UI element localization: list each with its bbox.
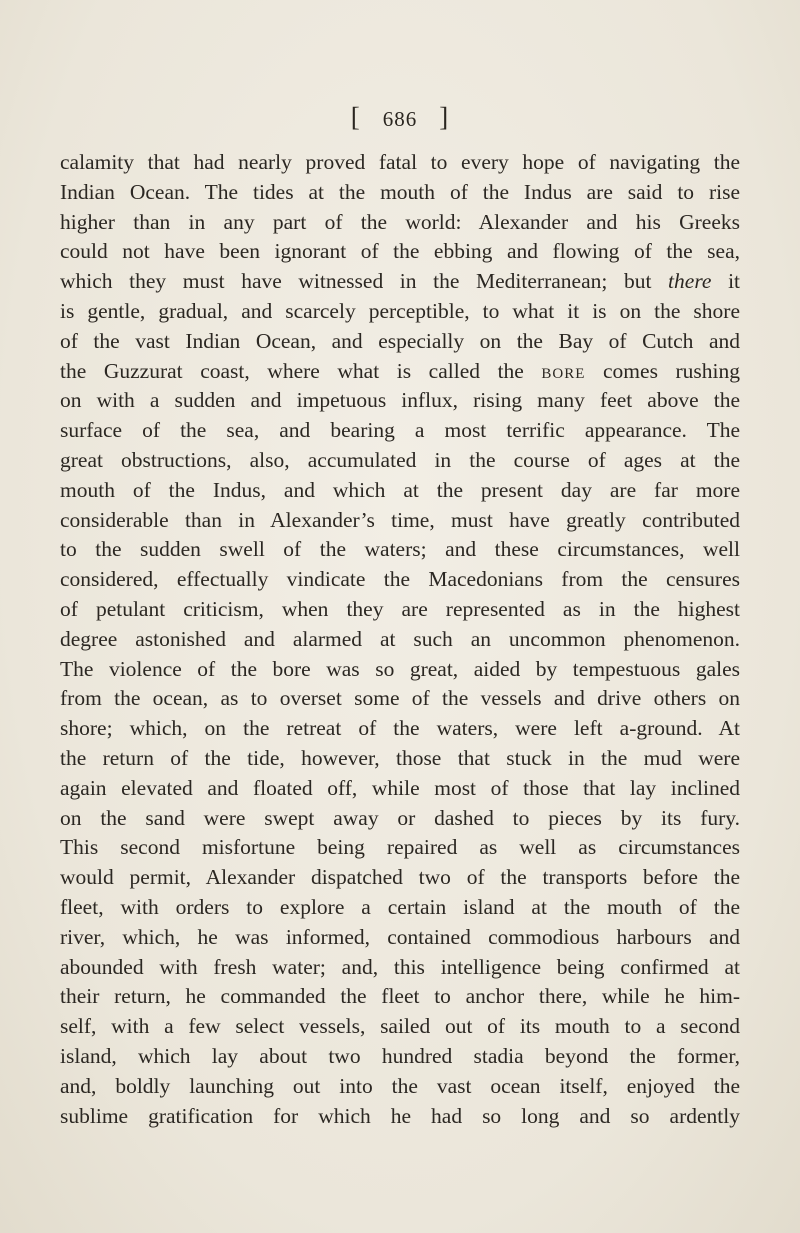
text-line-32: and, boldly launching out into the vast ocean itself, enjoyed the xyxy=(60,1073,740,1098)
text-line-29: their return, he commanded the fleet to anchor there, while he him- xyxy=(60,984,740,1009)
text-line-8-end: comes rushing xyxy=(603,358,741,383)
text-line-28: abounded with fresh water; and, this intelligence being confirmed at xyxy=(60,954,740,979)
text-line-12: mouth of the Indus, and which at the present day are far more xyxy=(60,477,740,502)
text-line-11: great obstructions, also, accumulated in the course of ages at the xyxy=(60,447,740,472)
text-line-1: calamity that had nearly proved fatal to every hope of navigating the xyxy=(60,150,740,174)
text-line-24: This second misfortune being repaired as well as circumstances xyxy=(60,835,740,860)
page-number: 686 xyxy=(382,107,418,131)
text-line-16: of petulant criticism, when they are represented as in the highest xyxy=(60,596,740,621)
text-line-5 xyxy=(60,267,740,297)
text-line-23: on the sand were swept away or dashed to pieces by its fury. xyxy=(60,805,740,830)
text-line-2: Indian Ocean. The tides at the mouth of the Indus are said to rise xyxy=(60,179,740,204)
text-line-4: could not have been ignorant of the ebbing and flowing of the sea, xyxy=(60,239,740,264)
text-line-9: on with a sudden and impetuous influx, rising many feet above the xyxy=(60,388,740,413)
italic-there: there xyxy=(668,269,712,294)
text-line-14: to the sudden swell of the waters; and these circumstances, well xyxy=(60,537,740,562)
text-line-31: island, which lay about two hundred stadia beyond the former, xyxy=(60,1043,740,1068)
text-line-26: fleet, with orders to explore a certain island at the mouth of the xyxy=(60,894,740,919)
body-text xyxy=(60,148,740,1131)
text-line-21: the return of the tide, however, those that stuck in the mud were xyxy=(60,745,740,770)
text-line-7: of the vast Indian Ocean, and especially on the Bay of Cutch and xyxy=(60,328,740,353)
text-line-19: from the ocean, as to overset some of the vessels and drive others on xyxy=(60,686,740,711)
text-line-18: The violence of the bore was so great, aided by tempestuous gales xyxy=(60,656,740,681)
header-close-bracket: ] xyxy=(439,102,450,132)
text-line-17: degree astonished and alarmed at such an uncommon phenomenon. xyxy=(60,626,740,651)
text-line-30: self, with a few select vessels, sailed out of its mouth to a second xyxy=(60,1014,740,1039)
text-line-8-start: the Guzzurat coast, where what is called the xyxy=(60,358,524,383)
text-line-22: again elevated and floated off, while most of those that lay inclined xyxy=(60,775,740,800)
text-line-10: surface of the sea, and bearing a most terrific appearance. The xyxy=(60,418,740,443)
text-line-25: would permit, Alexander dispatched two of the transports before the xyxy=(60,865,740,890)
header-open-bracket: [ xyxy=(350,102,361,132)
small-caps-bore: bore xyxy=(541,358,586,383)
text-line-33: sublime gratification for which he had so long and so ardently xyxy=(60,1103,740,1128)
text-line-5-start: which they must have witnessed in the Mediterranean; but xyxy=(60,269,652,294)
text-line-8 xyxy=(60,357,740,387)
text-line-13: considerable than in Alexander’s time, must have greatly contributed xyxy=(60,507,740,532)
text-line-27: river, which, he was informed, contained commodious harbours and xyxy=(60,924,740,949)
text-line-3: higher than in any part of the world: Alexander and his Greeks xyxy=(60,209,740,234)
text-line-5-end: it xyxy=(728,269,741,294)
page-header xyxy=(0,102,800,133)
text-line-15: considered, effectually vindicate the Macedonians from the censures xyxy=(60,567,740,592)
text-line-20: shore; which, on the retreat of the waters, were left a-ground. At xyxy=(60,716,740,741)
text-line-6: is gentle, gradual, and scarcely perceptible, to what it is on the shore xyxy=(60,298,740,323)
